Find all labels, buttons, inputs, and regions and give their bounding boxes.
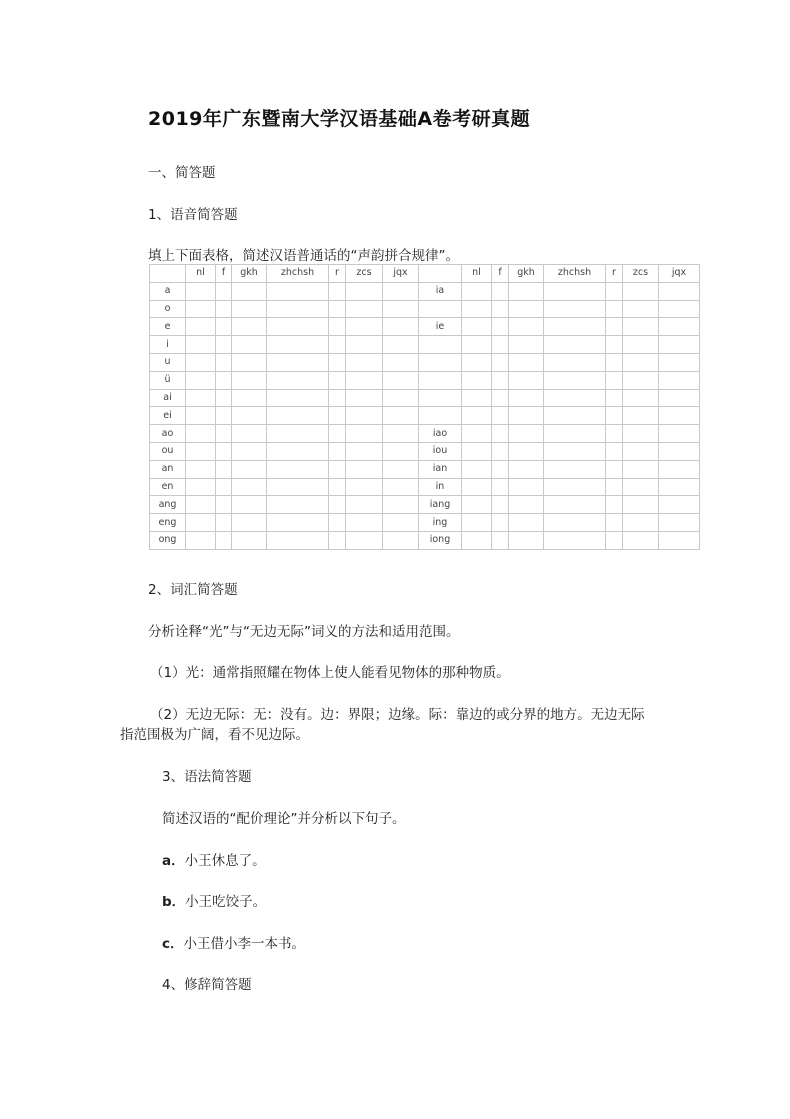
- table-cell: [346, 318, 383, 336]
- table-cell: [544, 318, 606, 336]
- table-cell: [606, 478, 623, 496]
- table-cell: [267, 478, 329, 496]
- table-cell: [544, 478, 606, 496]
- table-cell: [606, 514, 623, 532]
- table-cell: [623, 514, 659, 532]
- table-cell: [216, 300, 232, 318]
- table-cell: [606, 371, 623, 389]
- table-cell: [346, 300, 383, 318]
- table-cell: [383, 425, 419, 443]
- table-cell: [462, 514, 492, 532]
- table-cell: [216, 389, 232, 407]
- table-row: [150, 336, 700, 354]
- table-cell: [267, 442, 329, 460]
- sentence-b-label: b．: [162, 894, 186, 910]
- table-cell: [623, 353, 659, 371]
- table-cell: [462, 425, 492, 443]
- final-label-cell: iou: [419, 442, 462, 460]
- table-cell: [623, 336, 659, 354]
- final-label-cell: en: [150, 478, 186, 496]
- table-cell: [346, 425, 383, 443]
- table-cell: [659, 300, 700, 318]
- table-cell: [216, 282, 232, 300]
- table-cell: [186, 531, 216, 549]
- final-label-cell: [419, 336, 462, 354]
- table-cell: [346, 478, 383, 496]
- table-cell: [462, 460, 492, 478]
- table-cell: [346, 460, 383, 478]
- table-row: [150, 478, 700, 496]
- table-row: [150, 496, 700, 514]
- table-header-row: [150, 265, 700, 283]
- table-cell: [492, 531, 509, 549]
- table-cell: [383, 353, 419, 371]
- table-cell: [329, 336, 346, 354]
- table-cell: [606, 300, 623, 318]
- table-cell: [383, 478, 419, 496]
- table-cell: [329, 371, 346, 389]
- final-label-cell: ü: [150, 371, 186, 389]
- table-cell: [462, 442, 492, 460]
- table-cell: [606, 353, 623, 371]
- table-cell: [544, 389, 606, 407]
- sentence-c-label: c．: [162, 936, 184, 952]
- table-cell: [383, 300, 419, 318]
- table-cell: [492, 389, 509, 407]
- table-cell: [383, 442, 419, 460]
- final-label-cell: [419, 389, 462, 407]
- question-3-prompt: 简述汉语的“配价理论”并分析以下句子。: [162, 811, 406, 827]
- table-header-cell: gkh: [232, 265, 267, 283]
- final-label-cell: ia: [419, 282, 462, 300]
- table-cell: [329, 478, 346, 496]
- table-cell: [544, 514, 606, 532]
- table-cell: [509, 496, 544, 514]
- table-cell: [383, 496, 419, 514]
- table-cell: [186, 318, 216, 336]
- sentence-c: [162, 932, 305, 952]
- table-cell: [509, 336, 544, 354]
- table-cell: [232, 442, 267, 460]
- final-label-cell: ai: [150, 389, 186, 407]
- table-header-cell: zcs: [623, 265, 659, 283]
- table-cell: [329, 353, 346, 371]
- question-1-heading: 1、语音简答题: [148, 207, 238, 223]
- final-label-cell: ian: [419, 460, 462, 478]
- final-label-cell: ei: [150, 407, 186, 425]
- final-label-cell: [419, 300, 462, 318]
- table-cell: [623, 496, 659, 514]
- sentence-a: [162, 849, 266, 869]
- table-cell: [216, 514, 232, 532]
- table-header-cell: zhchsh: [267, 265, 329, 283]
- question-2-item-2-line-2: 指范围极为广阔，看不见边际。: [120, 727, 309, 743]
- table-header-cell: [150, 265, 186, 283]
- table-cell: [509, 371, 544, 389]
- table-cell: [509, 460, 544, 478]
- final-label-cell: iao: [419, 425, 462, 443]
- table-header-cell: [419, 265, 462, 283]
- table-cell: [623, 300, 659, 318]
- sentence-b: [162, 890, 266, 910]
- table-cell: [544, 371, 606, 389]
- table-header-cell: nl: [462, 265, 492, 283]
- table-cell: [606, 496, 623, 514]
- table-cell: [216, 336, 232, 354]
- table-cell: [659, 353, 700, 371]
- table-cell: [186, 282, 216, 300]
- table-cell: [383, 514, 419, 532]
- table-cell: [606, 442, 623, 460]
- table-cell: [623, 318, 659, 336]
- table-cell: [509, 531, 544, 549]
- table-cell: [232, 514, 267, 532]
- table-cell: [659, 514, 700, 532]
- question-2-heading: 2、词汇简答题: [148, 582, 238, 598]
- table-header-cell: zhchsh: [544, 265, 606, 283]
- table-cell: [492, 478, 509, 496]
- table-cell: [462, 478, 492, 496]
- table-cell: [232, 496, 267, 514]
- final-label-cell: o: [150, 300, 186, 318]
- table-cell: [329, 318, 346, 336]
- table-cell: [186, 514, 216, 532]
- table-header-cell: gkh: [509, 265, 544, 283]
- table-cell: [329, 442, 346, 460]
- sentence-c-text: 小王借小李一本书。: [183, 936, 306, 952]
- table-cell: [383, 282, 419, 300]
- table-cell: [346, 389, 383, 407]
- final-label-cell: e: [150, 318, 186, 336]
- table-cell: [544, 353, 606, 371]
- table-cell: [659, 478, 700, 496]
- table-cell: [659, 371, 700, 389]
- table-cell: [329, 425, 346, 443]
- table-cell: [267, 371, 329, 389]
- page-title: 2019年广东暨南大学汉语基础A卷考研真题: [148, 108, 531, 130]
- table-cell: [659, 442, 700, 460]
- table-header-cell: jqx: [659, 265, 700, 283]
- table-cell: [492, 496, 509, 514]
- table-cell: [623, 442, 659, 460]
- question-2-item-2-line-1: （2）无边无际：无：没有。边：界限；边缘。际：靠边的或分界的地方。无边无际: [150, 707, 645, 723]
- table-header-cell: jqx: [383, 265, 419, 283]
- table-header-cell: f: [216, 265, 232, 283]
- table-cell: [462, 353, 492, 371]
- table-cell: [232, 425, 267, 443]
- table-cell: [186, 353, 216, 371]
- table-cell: [329, 389, 346, 407]
- table-cell: [544, 425, 606, 443]
- table-cell: [267, 336, 329, 354]
- question-3-heading: 3、语法简答题: [162, 769, 252, 785]
- table-cell: [329, 460, 346, 478]
- table-cell: [267, 389, 329, 407]
- table-cell: [659, 531, 700, 549]
- table-cell: [659, 389, 700, 407]
- table-cell: [232, 478, 267, 496]
- table-cell: [232, 531, 267, 549]
- table-header-cell: r: [329, 265, 346, 283]
- table-cell: [346, 336, 383, 354]
- question-1-prompt: 填上下面表格，简述汉语普通话的“声韵拼合规律”。: [148, 248, 459, 264]
- table-cell: [659, 336, 700, 354]
- table-header-cell: f: [492, 265, 509, 283]
- table-header-cell: nl: [186, 265, 216, 283]
- table-cell: [186, 496, 216, 514]
- question-2-item-1: （1）光：通常指照耀在物体上使人能看见物体的那种物质。: [150, 665, 510, 681]
- final-label-cell: in: [419, 478, 462, 496]
- table-row: [150, 514, 700, 532]
- final-label-cell: eng: [150, 514, 186, 532]
- table-cell: [462, 300, 492, 318]
- table-cell: [623, 407, 659, 425]
- table-cell: [659, 407, 700, 425]
- table-cell: [267, 514, 329, 532]
- table-cell: [186, 336, 216, 354]
- table-cell: [383, 389, 419, 407]
- table-cell: [216, 460, 232, 478]
- table-cell: [346, 514, 383, 532]
- table-cell: [216, 496, 232, 514]
- table-cell: [492, 514, 509, 532]
- table-cell: [232, 371, 267, 389]
- table-cell: [267, 496, 329, 514]
- table-cell: [659, 425, 700, 443]
- table-cell: [509, 442, 544, 460]
- table-cell: [606, 425, 623, 443]
- section-heading: 一、简答题: [148, 165, 216, 181]
- table-row: [150, 353, 700, 371]
- table-cell: [509, 282, 544, 300]
- question-2-prompt: 分析诠释“光”与“无边无际”词义的方法和适用范围。: [148, 624, 460, 640]
- table-cell: [216, 531, 232, 549]
- table-cell: [267, 300, 329, 318]
- table-cell: [232, 282, 267, 300]
- sentence-a-label: a．: [162, 853, 185, 869]
- final-label-cell: an: [150, 460, 186, 478]
- table-cell: [544, 442, 606, 460]
- table-cell: [267, 531, 329, 549]
- final-label-cell: ang: [150, 496, 186, 514]
- table-cell: [606, 531, 623, 549]
- table-cell: [232, 300, 267, 318]
- table-row: [150, 425, 700, 443]
- table-cell: [186, 389, 216, 407]
- final-label-cell: [419, 371, 462, 389]
- table-cell: [186, 407, 216, 425]
- table-cell: [462, 336, 492, 354]
- table-cell: [216, 318, 232, 336]
- table-cell: [544, 460, 606, 478]
- table-row: [150, 371, 700, 389]
- table-row: [150, 300, 700, 318]
- table-row: [150, 282, 700, 300]
- table-cell: [346, 442, 383, 460]
- table-cell: [606, 318, 623, 336]
- table-cell: [544, 336, 606, 354]
- table-cell: [492, 318, 509, 336]
- table-cell: [346, 531, 383, 549]
- table-cell: [346, 496, 383, 514]
- table-cell: [492, 460, 509, 478]
- table-cell: [267, 460, 329, 478]
- table-cell: [383, 318, 419, 336]
- table-cell: [216, 407, 232, 425]
- final-label-cell: i: [150, 336, 186, 354]
- table-cell: [544, 496, 606, 514]
- table-cell: [606, 460, 623, 478]
- table-cell: [216, 353, 232, 371]
- table-cell: [216, 425, 232, 443]
- table-cell: [509, 425, 544, 443]
- final-label-cell: [419, 353, 462, 371]
- table-cell: [462, 371, 492, 389]
- table-cell: [186, 371, 216, 389]
- table-cell: [509, 407, 544, 425]
- final-label-cell: ao: [150, 425, 186, 443]
- table-cell: [544, 300, 606, 318]
- table-cell: [462, 389, 492, 407]
- table-cell: [462, 531, 492, 549]
- question-4-heading: 4、修辞简答题: [162, 977, 252, 993]
- table-cell: [492, 300, 509, 318]
- table-cell: [544, 282, 606, 300]
- table-header-cell: zcs: [346, 265, 383, 283]
- table-row: [150, 460, 700, 478]
- final-label-cell: u: [150, 353, 186, 371]
- table-cell: [346, 353, 383, 371]
- final-label-cell: ou: [150, 442, 186, 460]
- table-cell: [606, 282, 623, 300]
- table-cell: [659, 460, 700, 478]
- table-cell: [186, 460, 216, 478]
- table-cell: [606, 336, 623, 354]
- table-cell: [659, 282, 700, 300]
- table-cell: [232, 407, 267, 425]
- table-cell: [492, 425, 509, 443]
- table-cell: [329, 407, 346, 425]
- table-header-cell: r: [606, 265, 623, 283]
- final-label-cell: ie: [419, 318, 462, 336]
- table-cell: [509, 318, 544, 336]
- final-label-cell: ing: [419, 514, 462, 532]
- table-cell: [329, 282, 346, 300]
- table-cell: [346, 407, 383, 425]
- table-cell: [329, 300, 346, 318]
- table-cell: [544, 531, 606, 549]
- final-label-cell: ong: [150, 531, 186, 549]
- table-cell: [383, 407, 419, 425]
- table-cell: [232, 336, 267, 354]
- table-cell: [232, 460, 267, 478]
- table-cell: [462, 282, 492, 300]
- table-cell: [267, 353, 329, 371]
- table-cell: [267, 425, 329, 443]
- table-cell: [623, 371, 659, 389]
- table-cell: [492, 353, 509, 371]
- table-cell: [462, 318, 492, 336]
- table-cell: [383, 460, 419, 478]
- final-label-cell: iang: [419, 496, 462, 514]
- table-cell: [659, 496, 700, 514]
- table-cell: [186, 442, 216, 460]
- table-cell: [509, 389, 544, 407]
- table-cell: [623, 460, 659, 478]
- table-cell: [509, 353, 544, 371]
- final-label-cell: [419, 407, 462, 425]
- table-cell: [509, 300, 544, 318]
- table-cell: [462, 496, 492, 514]
- table-cell: [329, 531, 346, 549]
- sentence-b-text: 小王吃饺子。: [185, 894, 267, 910]
- table-cell: [492, 282, 509, 300]
- table-cell: [623, 478, 659, 496]
- table-cell: [232, 318, 267, 336]
- final-label-cell: iong: [419, 531, 462, 549]
- table-cell: [186, 425, 216, 443]
- table-cell: [509, 514, 544, 532]
- table-cell: [492, 407, 509, 425]
- table-cell: [659, 318, 700, 336]
- table-row: [150, 442, 700, 460]
- final-label-cell: a: [150, 282, 186, 300]
- table-cell: [267, 407, 329, 425]
- table-cell: [383, 336, 419, 354]
- table-cell: [186, 300, 216, 318]
- table-cell: [623, 389, 659, 407]
- table-cell: [232, 353, 267, 371]
- table-cell: [492, 371, 509, 389]
- table-cell: [606, 389, 623, 407]
- table-cell: [216, 442, 232, 460]
- sentence-a-text: 小王休息了。: [184, 853, 266, 869]
- table-cell: [346, 282, 383, 300]
- table-cell: [623, 282, 659, 300]
- table-row: [150, 531, 700, 549]
- table-cell: [232, 389, 267, 407]
- table-cell: [186, 478, 216, 496]
- table-row: [150, 389, 700, 407]
- table-cell: [623, 425, 659, 443]
- table-cell: [329, 514, 346, 532]
- table-cell: [492, 336, 509, 354]
- table-cell: [623, 531, 659, 549]
- initial-final-table: [149, 264, 700, 550]
- table-cell: [216, 371, 232, 389]
- table-cell: [509, 478, 544, 496]
- table-cell: [383, 531, 419, 549]
- table-cell: [267, 318, 329, 336]
- table-cell: [329, 496, 346, 514]
- table-cell: [462, 407, 492, 425]
- table-cell: [267, 282, 329, 300]
- table-cell: [492, 442, 509, 460]
- table-cell: [216, 478, 232, 496]
- table-row: [150, 318, 700, 336]
- table-row: [150, 407, 700, 425]
- table-cell: [346, 371, 383, 389]
- table-cell: [383, 371, 419, 389]
- table-cell: [606, 407, 623, 425]
- table-cell: [544, 407, 606, 425]
